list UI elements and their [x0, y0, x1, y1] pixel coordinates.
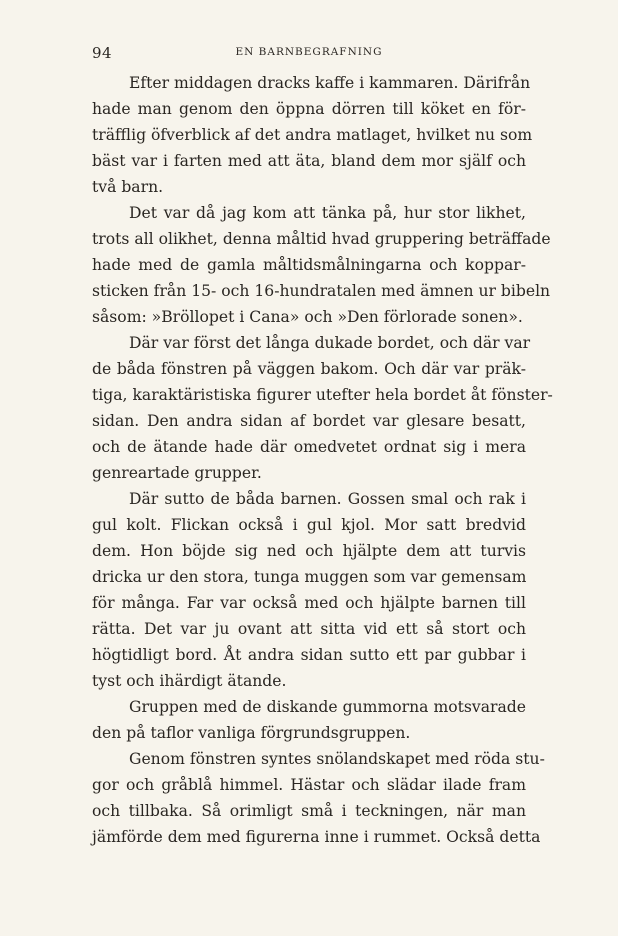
- running-head: [92, 44, 526, 64]
- text-line: hade med de gamla måltidsmålningarna och koppar-: [92, 256, 526, 274]
- text-line: Efter middagen dracks kaffe i kammaren. Därifrån: [129, 74, 531, 92]
- text-line: hade man genom den öppna dörren till köket en för-: [92, 100, 526, 118]
- paragraph: [92, 330, 553, 486]
- text-line: genreartade grupper.: [92, 464, 262, 482]
- text-line: tyst och ihärdigt ätande.: [92, 672, 287, 690]
- text-line: träfflig öfverblick af det andra matlaget, hvilket nu som: [92, 126, 533, 144]
- text-line: jämförde dem med figurerna inne i rummet. Också detta: [92, 828, 541, 846]
- text-line: rätta. Det var ju ovant att sitta vid ett så stort och: [92, 620, 526, 638]
- page-number: 94: [92, 44, 113, 62]
- text-line: högtidligt bord. Åt andra sidan sutto ett par gubbar i: [92, 646, 526, 664]
- text-line: sticken från 15- och 16-hundratalen med ämnen ur bibeln: [92, 282, 551, 300]
- text-line: Där sutto de båda barnen. Gossen smal och rak i: [129, 490, 526, 508]
- text-line: Det var då jag kom att tänka på, hur stor likhet,: [129, 204, 526, 222]
- text-line: tiga, karaktäristiska figurer utefter hela bordet åt fönster-: [92, 386, 553, 404]
- text-line: Gruppen med de diskande gummorna motsvarade: [129, 698, 526, 716]
- text-line: och de ätande hade där omedvetet ordnat sig i mera: [92, 438, 526, 456]
- running-title: EN BARNBEGRAFNING: [235, 46, 383, 58]
- text-line: dricka ur den stora, tunga muggen som var gemensam: [92, 568, 527, 586]
- paragraph: [92, 486, 526, 694]
- paragraph: [92, 694, 526, 746]
- paragraph: [92, 746, 545, 850]
- text-line: två barn.: [92, 178, 164, 196]
- text-line: den på taflor vanliga förgrundsgruppen.: [92, 724, 411, 742]
- body-text: [92, 70, 553, 850]
- text-line: gul kolt. Flickan också i gul kjol. Mor satt bredvid: [92, 516, 526, 534]
- text-line: de båda fönstren på väggen bakom. Och där var präk-: [92, 360, 526, 378]
- text-line: sidan. Den andra sidan af bordet var glesare besatt,: [92, 412, 526, 430]
- paragraph: [92, 200, 551, 330]
- text-line: Där var först det långa dukade bordet, och där var: [129, 334, 531, 352]
- text-line: gor och gråblå himmel. Hästar och slädar ilade fram: [92, 776, 526, 794]
- text-line: och tillbaka. Så orimligt små i teckningen, när man: [92, 802, 526, 820]
- text-line: Genom fönstren syntes snölandskapet med röda stu-: [129, 750, 545, 768]
- paragraph: [92, 70, 533, 200]
- text-line: trots all olikhet, denna måltid hvad gruppering beträffade: [92, 230, 551, 248]
- text-line: bäst var i farten med att äta, bland dem mor själf och: [92, 152, 526, 170]
- text-line: dem. Hon böjde sig ned och hjälpte dem att turvis: [92, 542, 526, 560]
- text-line: såsom: »Bröllopet i Cana» och »Den förlorade sonen».: [92, 308, 523, 326]
- text-line: för många. Far var också med och hjälpte barnen till: [92, 594, 526, 612]
